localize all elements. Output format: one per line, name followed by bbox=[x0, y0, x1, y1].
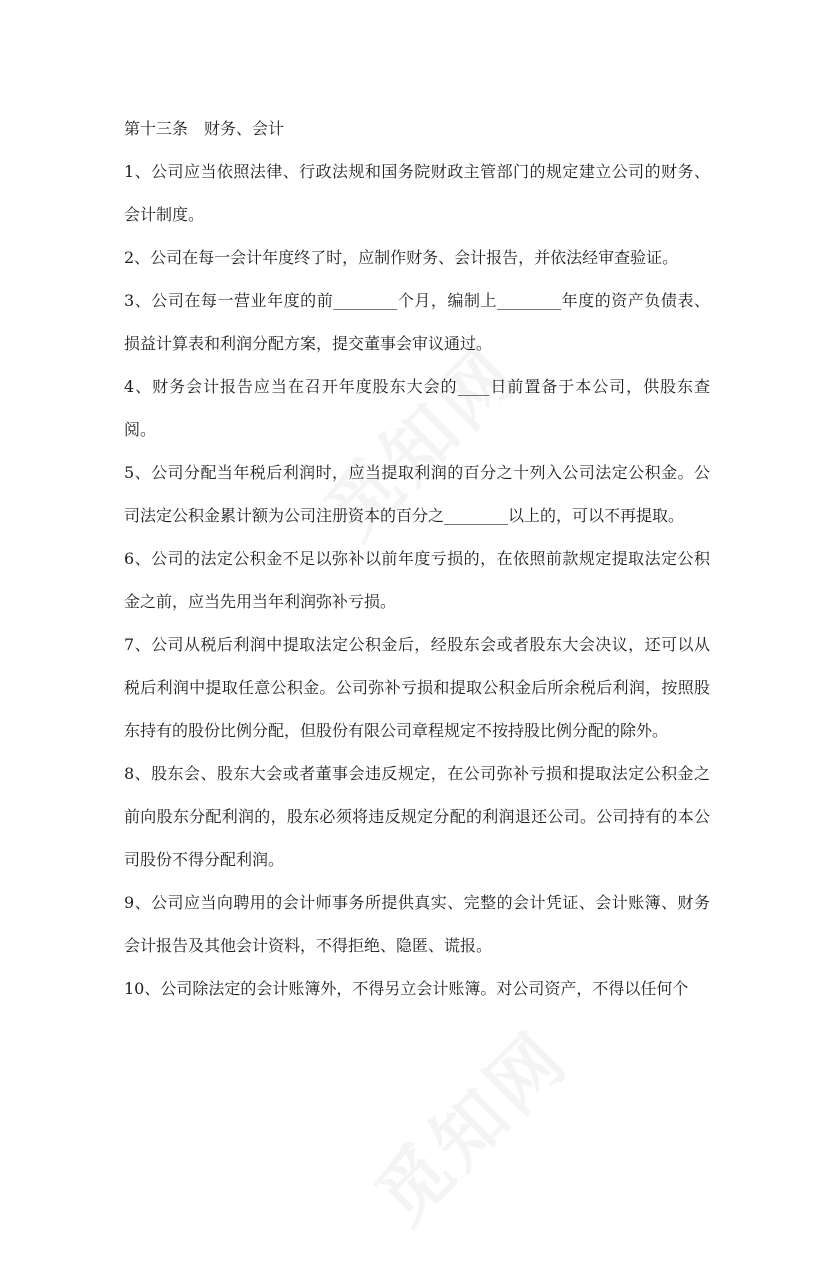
section-heading: 第十三条 财务、会计 bbox=[124, 119, 285, 138]
paragraph-4: 4、财务会计报告应当在召开年度股东大会的____日前置备于本公司，供股东查阅。 bbox=[124, 377, 710, 439]
paragraph-2: 2、公司在每一会计年度终了时，应制作财务、会计报告，并依法经审查验证。 bbox=[124, 248, 679, 267]
paragraph-1: 1、公司应当依照法律、行政法规和国务院财政主管部门的规定建立公司的财务、会计制度。 bbox=[124, 162, 710, 224]
paragraph-10: 10、公司除法定的会计账簿外，不得另立会计账簿。对公司资产，不得以任何个 bbox=[124, 979, 689, 998]
document-body bbox=[124, 108, 710, 1010]
watermark bbox=[311, 966, 629, 1284]
paragraph-9: 9、公司应当向聘用的会计师事务所提供真实、完整的会计凭证、会计账簿、财务会计报告及其他会计资料，不得拒绝、隐匿、谎报。 bbox=[124, 893, 710, 955]
paragraph-3: 3、公司在每一营业年度的前________个月，编制上________年度的资产负债表、损益计算表和利润分配方案，提交董事会审议通过。 bbox=[124, 291, 710, 353]
paragraph-5: 5、公司分配当年税后利润时，应当提取利润的百分之十列入公司法定公积金。公司法定公积金累计额为公司注册资本的百分之________以上的，可以不再提取。 bbox=[124, 463, 710, 525]
paragraph-8: 8、股东会、股东大会或者董事会违反规定，在公司弥补亏损和提取法定公积金之前向股东分配利润的，股东必须将违反规定分配的利润退还公司。公司持有的本公司股份不得分配利润。 bbox=[124, 764, 710, 869]
paragraph-7: 7、公司从税后利润中提取法定公积金后，经股东会或者股东大会决议，还可以从税后利润中提取任意公积金。公司弥补亏损和提取公积金后所余税后利润，按照股东持有的股份比例分配，但股份有限公司章程规定不按持股比例分配的除外。 bbox=[124, 635, 710, 740]
paragraph-6: 6、公司的法定公积金不足以弥补以前年度亏损的，在依照前款规定提取法定公积金之前，应当先用当年利润弥补亏损。 bbox=[124, 549, 710, 611]
